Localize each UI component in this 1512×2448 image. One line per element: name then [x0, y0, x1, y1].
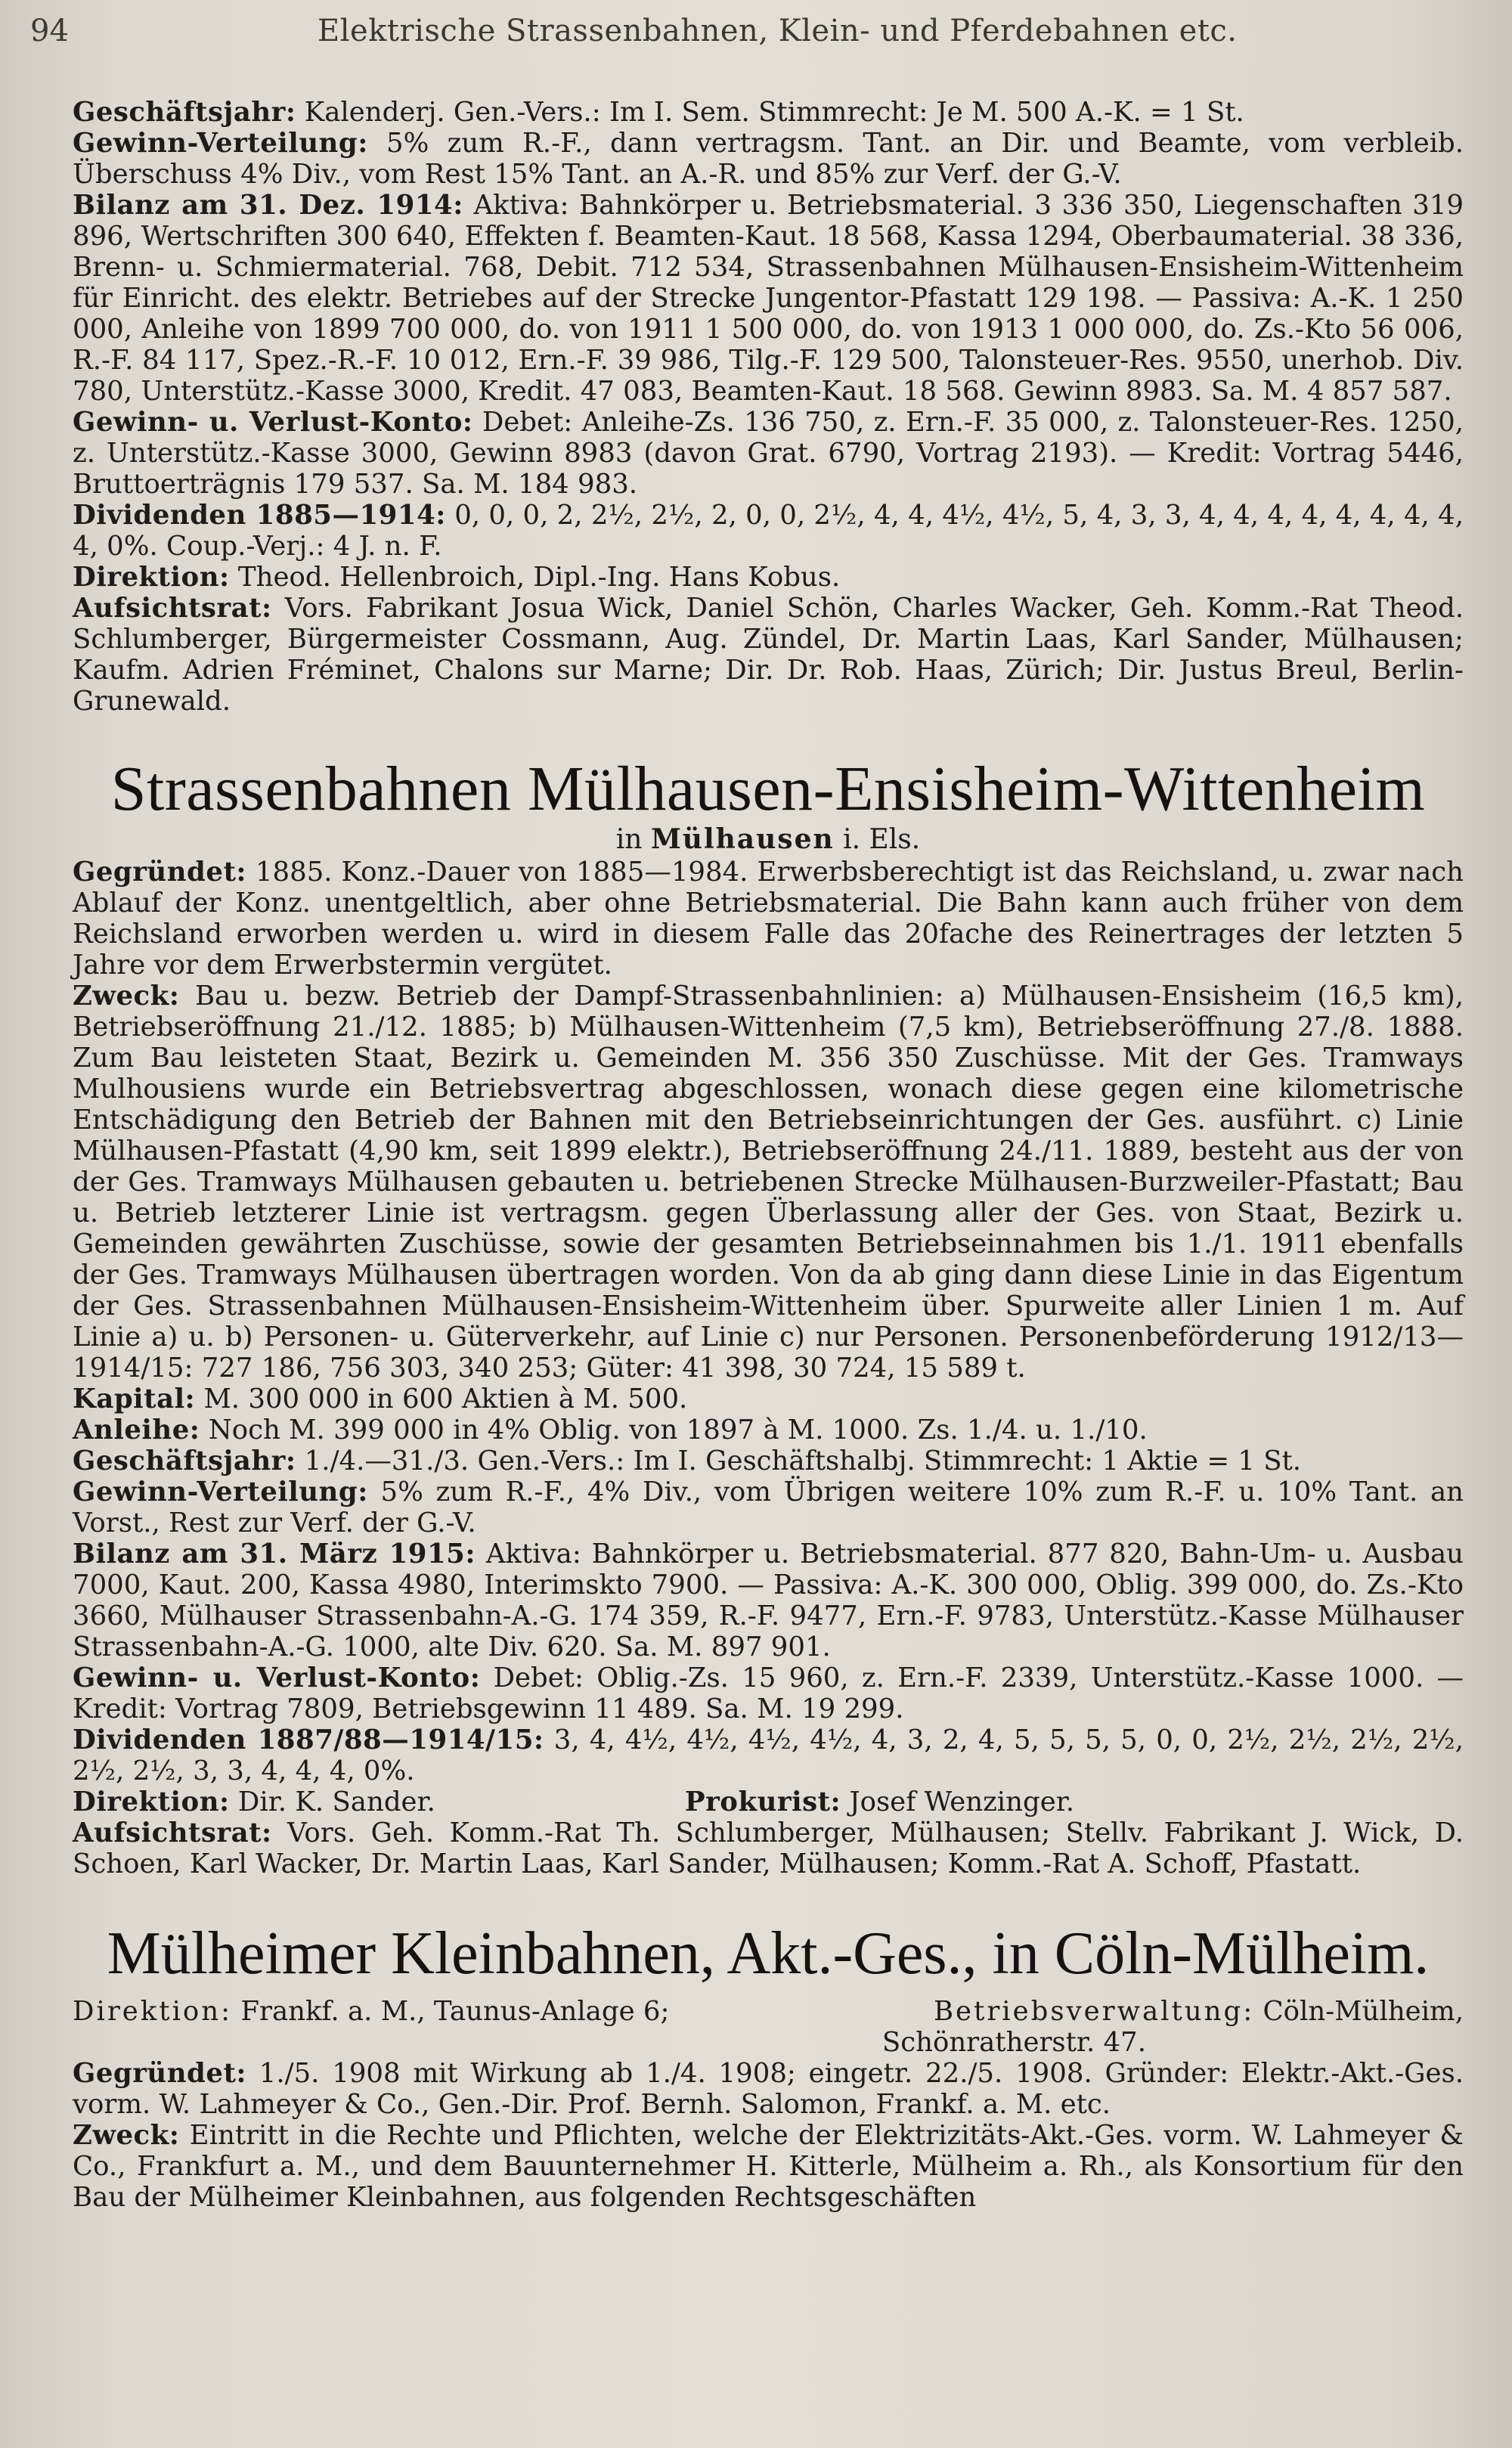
paragraph-direktion [73, 1786, 1464, 1817]
subheading-city: Mülhausen [650, 823, 835, 856]
paragraph-gewinn-verlust [73, 1662, 1464, 1724]
address-block [73, 1996, 1464, 2058]
field-text: 5% zum R.-F., 4% Div., vom Übrigen weitere 10% zum R.-F. u. 10% Tant. an Vorst., Rest zur Verf. der G.-V. [73, 1477, 1464, 1539]
betriebsverwaltung-street: Schönratherstr. 47. [881, 2027, 1146, 2059]
field-text: 0, 0, 0, 2, 2½, 2½, 2, 0, 0, 2½, 4, 4, 4½, 4½, 5, 4, 3, 3, 4, 4, 4, 4, 4, 4, 4, 4, 4, 0%. Coup.-Verj.: 4 J. n. F. [73, 500, 1464, 562]
field-label: Zweck: [73, 981, 180, 1012]
field-text: Aktiva: Bahnkörper u. Betriebsmaterial. 877 820, Bahn-Um- u. Ausbau 7000, Kaut. 200, Kassa 4980, Interimskto 7900. — Passiva: A.-K. 300 000, Oblig. 399 000, do. Zs.-Kto 3660, Mülhauser Strassenbahn-A.-G. 174 359, R.-F. 9477, Ern.-F. 9783, Unterstütz.-Kasse Mülhauser Strassenbahn-A.-G. 1000, alte Div. 620. Sa. M. 897 901. [73, 1539, 1464, 1663]
paragraph-kapital [73, 1384, 1464, 1415]
field-label: Direktion: [73, 1786, 230, 1818]
field-text: 5% zum R.-F., dann vertragsm. Tant. an Dir. und Beamte, vom verbleib. Überschuss 4% Div., vom Rest 15% Tant. an A.-R. und 85% zur Verf. der G.-V. [73, 128, 1464, 190]
paragraph-geschaeftsjahr [73, 97, 1464, 128]
field-label: Betriebsverwaltung: [933, 1996, 1255, 2028]
field-label: Dividenden 1885—1914: [73, 500, 446, 531]
subheading-suffix: i. Els. [834, 824, 921, 856]
field-label: Kapital: [73, 1384, 196, 1415]
paragraph-gewinn-verteilung [73, 1477, 1464, 1539]
field-text-prokurist: Josef Wenzinger. [841, 1786, 1075, 1818]
paragraph-geschaeftsjahr [73, 1446, 1464, 1477]
field-label: Dividenden 1887/88—1914/15: [73, 1724, 544, 1756]
field-label: Anleihe: [73, 1415, 200, 1446]
field-text: Frankf. a. M., Taunus-Anlage 6; [232, 1996, 670, 2028]
field-text: 1885. Konz.-Dauer von 1885—1984. Erwerbsberechtigt ist das Reichsland, u. zwar nach Ablauf der Konz. unentgeltlich, aber ohne Betriebsmaterial. Die Bahn kann auch früher von dem Reichsland erworben werden u. wird in diesem Falle das 20fache des Reinertrages der letzten 5 Jahre vor dem Erwerbstermin vergütet. [73, 857, 1464, 981]
field-text: Kalenderj. Gen.-Vers.: Im I. Sem. Stimmrecht: Je M. 500 A.-K. = 1 St. [296, 97, 1244, 128]
section-heading: Strassenbahnen Mülhausen-Ensisheim-Wittenheim [110, 754, 1426, 824]
section-subheading [73, 823, 1464, 857]
section-strassenbahnen-muelhausen [73, 756, 1464, 1879]
field-text: Dir. K. Sander. [229, 1786, 435, 1818]
field-label: Aufsichtsrat: [73, 1817, 272, 1849]
field-text: M. 300 000 in 600 Aktien à M. 500. [195, 1384, 688, 1415]
section-heading: Mülheimer Kleinbahnen, Akt.-Ges., in Cöln-Mülheim. [107, 1920, 1430, 1988]
direktion-address [73, 1996, 669, 2027]
field-label: Gegründet: [73, 2058, 246, 2090]
paragraph-dividenden [73, 1724, 1464, 1786]
field-text: 1./4.—31./3. Gen.-Vers.: Im I. Geschäftshalbj. Stimmrecht: 1 Aktie = 1 St. [296, 1446, 1302, 1477]
page-content [73, 97, 1464, 2213]
field-label: Geschäftsjahr: [73, 1446, 296, 1477]
paragraph-gegruendet [73, 2058, 1464, 2120]
field-text: Debet: Oblig.-Zs. 15 960, z. Ern.-F. 2339, Unterstütz.-Kasse 1000. — Kredit: Vortrag 7809, Betriebsgewinn 11 489. Sa. M. 19 299. [73, 1662, 1464, 1725]
field-label: Gewinn- u. Verlust-Konto: [73, 1662, 481, 1694]
subheading-prefix: in [615, 824, 651, 856]
paragraph-gegruendet [73, 857, 1464, 981]
field-label: Gewinn- u. Verlust-Konto: [73, 407, 473, 438]
field-label: Gewinn-Verteilung: [73, 1477, 368, 1508]
paragraph-anleihe [73, 1415, 1464, 1446]
field-text: 1./5. 1908 mit Wirkung ab 1./4. 1908; eingetr. 22./5. 1908. Gründer: Elektr.-Akt.-Ges. vorm. W. Lahmeyer & Co., Gen.-Dir. Prof. Bernh. Salomon, Frankf. a. M. etc. [73, 2058, 1464, 2121]
page-number: 94 [30, 14, 69, 48]
section-muelheimer-kleinbahnen [73, 1922, 1464, 2213]
paragraph-gewinn-verteilung [73, 128, 1464, 190]
field-text: Bau u. bezw. Betrieb der Dampf-Strassenbahnlinien: a) Mülhausen-Ensisheim (16,5 km), Betriebseröffnung 21./12. 1885; b) Mülhausen-Wittenheim (7,5 km), Betriebseröffnung 27./8. 1888. Zum Bau leisteten Staat, Bezirk u. Gemeinden M. 356 350 Zuschüsse. Mit der Ges. Tramways Mulhousiens wurde ein Betriebsvertrag abgeschlossen, wonach diese gegen eine kilometrische Entschädigung den Betrieb der Bahnen mit den Betriebseinrichtungen der Ges. ausführt. c) Linie Mülhausen-Pfastatt (4,90 km, seit 1899 elektr.), Betriebseröffnung 24./11. 1889, besteht aus der von der Ges. Tramways Mülhausen gebauten u. betriebenen Strecke Mülhausen-Burzweiler-Pfastatt; Bau u. Betrieb letzterer Linie ist vertragsm. gegen Überlassung aller der Ges. von Staat, Bezirk u. Gemeinden gewährten Zuschüsse, sowie der gesamten Betriebseinnahmen bis 1./1. 1911 ebenfalls der Ges. Tramways Mülhausen übertragen worden. Von da ab ging dann diese Linie in das Eigentum der Ges. Strassenbahnen Mülhausen-Ensisheim-Wittenheim über. Spurweite aller Linien 1 m. Auf Linie a) u. b) Personen- u. Güterverkehr, auf Linie c) nur Personen. Personenbeförderung 1912/13—1914/15: 727 186, 756 303, 340 253; Güter: 41 398, 30 724, 15 589 t. [73, 981, 1464, 1384]
field-label: Bilanz am 31. Dez. 1914: [73, 190, 463, 221]
running-head-title: Elektrische Strassenbahnen, Klein- und Pferdebahnen etc. [318, 14, 1238, 48]
field-text: Cöln-Mülheim, [1254, 1996, 1464, 2028]
field-text: Noch M. 399 000 in 4% Oblig. von 1897 à M. 1000. Zs. 1./4. u. 1./10. [200, 1415, 1148, 1446]
field-text: Vors. Fabrikant Josua Wick, Daniel Schön, Charles Wacker, Geh. Komm.-Rat Theod. Schlumberger, Bürgermeister Cossmann, Aug. Zündel, Dr. Martin Laas, Karl Sander, Mülhausen; Kaufm. Adrien Fréminet, Chalons sur Marne; Dir. Dr. Rob. Haas, Zürich; Dir. Justus Breul, Berlin-Grunewald. [73, 593, 1464, 717]
field-label: Direktion: [73, 1996, 233, 2028]
field-text: Theod. Hellenbroich, Dipl.-Ing. Hans Kobus. [229, 562, 841, 593]
field-text: Vors. Geh. Komm.-Rat Th. Schlumberger, Mülhausen; Stellv. Fabrikant J. Wick, D. Schoen, Karl Wacker, Dr. Martin Laas, Karl Sander, Mülhausen; Komm.-Rat A. Schoff, Pfastatt. [73, 1817, 1464, 1880]
paragraph-aufsichtsrat [73, 593, 1464, 717]
field-label: Geschäftsjahr: [73, 97, 296, 128]
field-label: Gewinn-Verteilung: [73, 128, 368, 159]
field-text: Aktiva: Bahnkörper u. Betriebsmaterial. 3 336 350, Liegenschaften 319 896, Wertschriften 300 640, Effekten f. Beamten-Kaut. 18 568, Kassa 1294, Oberbaumaterial. 38 336, Brenn- u. Schmiermaterial. 768, Debit. 712 534, Strassenbahnen Mülhausen-Ensisheim-Wittenheim für Einricht. des elektr. Betriebes auf der Strecke Jungentor-Pfastatt 129 198. — Passiva: A.-K. 1 250 000, Anleihe von 1899 700 000, do. von 1911 1 500 000, do. von 1913 1 000 000, do. Zs.-Kto 56 006, R.-F. 84 117, Spez.-R.-F. 10 012, Ern.-F. 39 986, Tilg.-F. 129 500, Talonsteuer-Res. 9550, unerhob. Div. 780, Unterstütz.-Kasse 3000, Kredit. 47 083, Beamten-Kaut. 18 568. Gewinn 8983. Sa. M. 4 857 587. [73, 190, 1464, 407]
field-label: Gegründet: [73, 857, 246, 888]
field-text: Eintritt in die Rechte und Pflichten, welche der Elektrizitäts-Akt.-Ges. vorm. W. Lahmeyer & Co., Frankfurt a. M., und dem Bauunternehmer H. Kitterle, Mülheim a. Rh., als Konsortium für den Bau der Mülheimer Kleinbahnen, aus folgenden Rechtsgeschäften [73, 2120, 1464, 2214]
paragraph-zweck [73, 2120, 1464, 2213]
paragraph-direktion [73, 562, 1464, 593]
betriebsverwaltung-address [934, 1996, 1464, 2027]
field-label-prokurist: Prokurist: [684, 1786, 841, 1818]
field-label: Bilanz am 31. März 1915: [73, 1539, 476, 1570]
field-label: Direktion: [73, 562, 230, 593]
address-row [73, 1996, 1464, 2027]
paragraph-dividenden [73, 500, 1464, 562]
field-text: Debet: Anleihe-Zs. 136 750, z. Ern.-F. 35 000, z. Talonsteuer-Res. 1250, z. Unterstütz.-Kasse 3000, Gewinn 8983 (davon Grat. 6790, Vortrag 2193). — Kredit: Vortrag 5446, Bruttoerträgnis 179 537. Sa. M. 184 983. [73, 407, 1464, 500]
field-label: Aufsichtsrat: [73, 593, 272, 624]
field-text: 3, 4, 4½, 4½, 4½, 4½, 4, 3, 2, 4, 5, 5, 5, 5, 0, 0, 2½, 2½, 2½, 2½, 2½, 2½, 3, 3, 4, 4, 4, 0%. [73, 1724, 1464, 1787]
paragraph-bilanz [73, 1539, 1464, 1662]
field-label: Zweck: [73, 2120, 180, 2152]
paragraph-gewinn-verlust [73, 407, 1464, 500]
section-continuation [73, 97, 1464, 717]
paragraph-bilanz [73, 190, 1464, 407]
running-head [30, 14, 1482, 59]
paragraph-aufsichtsrat [73, 1817, 1464, 1879]
paragraph-zweck [73, 981, 1464, 1384]
